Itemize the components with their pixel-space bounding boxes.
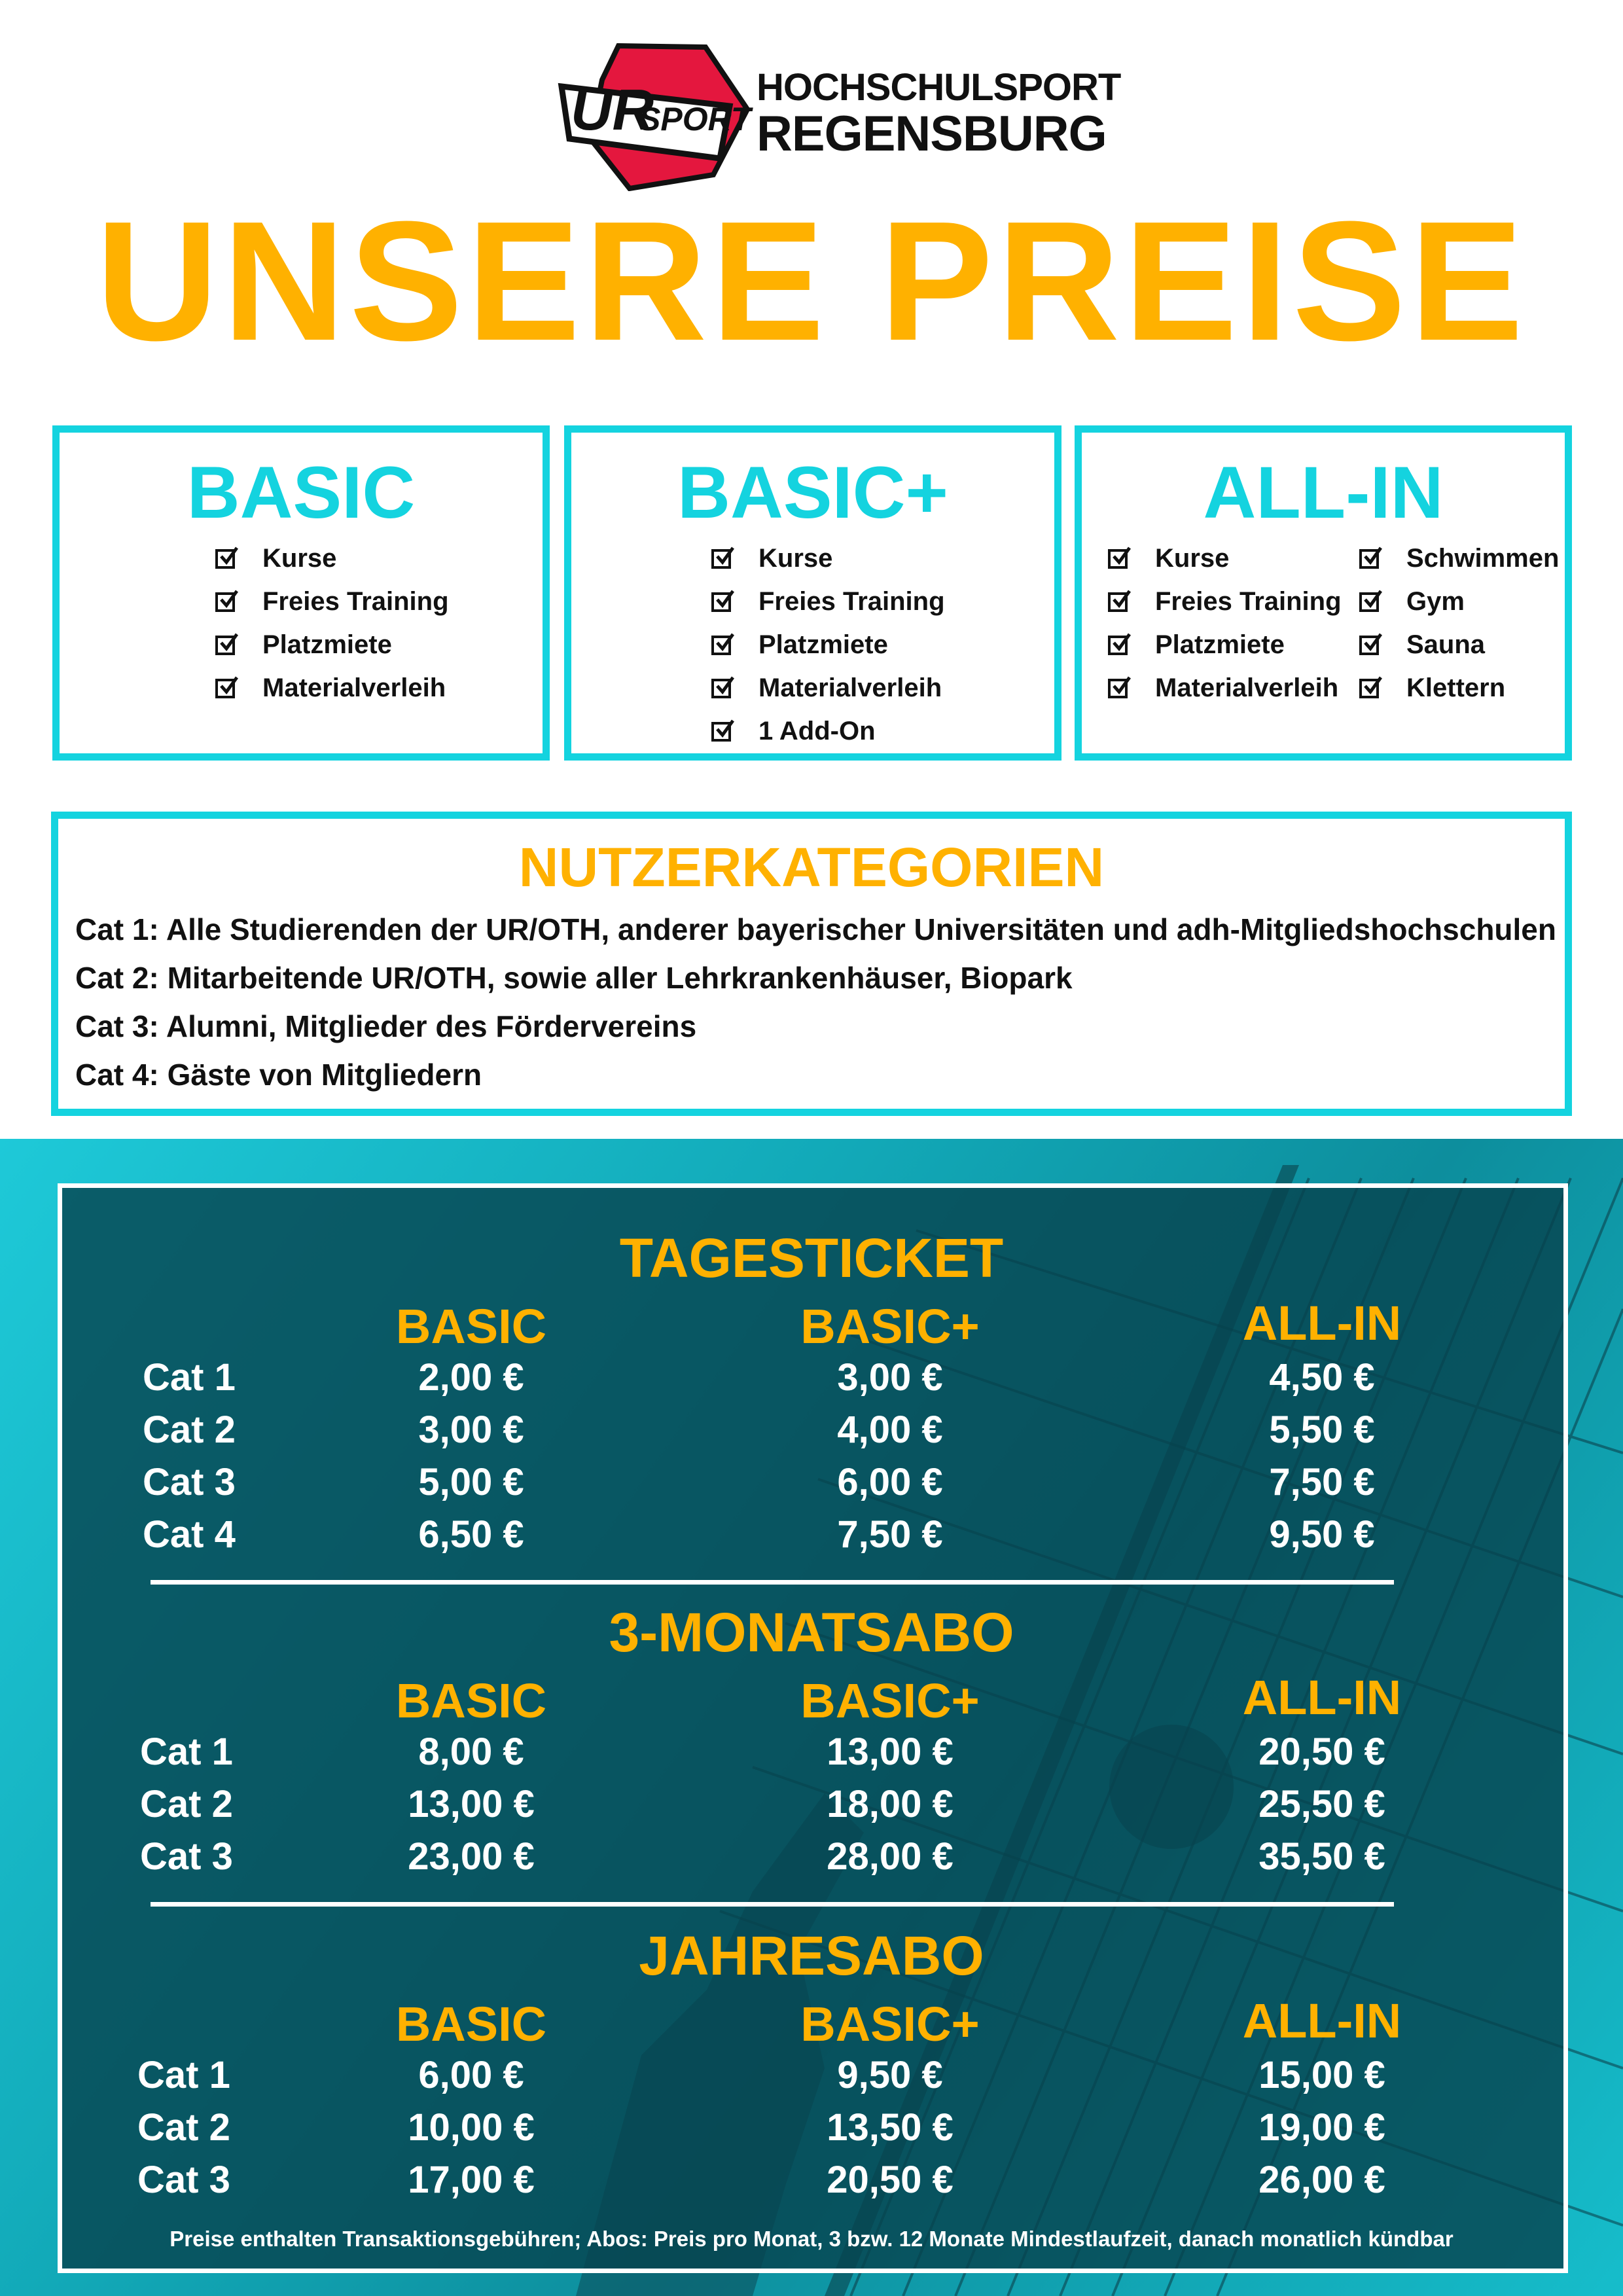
price-cell: 5,00 € <box>418 1461 524 1503</box>
section-title-jahresabo: JAHRESABO <box>639 1925 984 1986</box>
checkbox-checked-icon <box>1359 592 1379 612</box>
feature-item: Freies Training <box>215 587 449 617</box>
price-cell: 13,50 € <box>827 2106 954 2149</box>
logo-wordmark <box>757 68 1120 160</box>
section-title-tagesticket: TAGESTICKET <box>619 1227 1004 1289</box>
category-item: Cat 1: Alle Studierenden der UR/OTH, anderer bayerischer Universitäten und adh-Mitgliedshochschulen <box>75 912 1556 946</box>
row-label: Cat 1 <box>137 2054 230 2096</box>
checkbox-checked-icon <box>711 592 731 612</box>
user-categories-box <box>51 812 1572 1116</box>
feature-item: Materialverleih <box>1108 673 1338 703</box>
row-label: Cat 4 <box>143 1513 236 1556</box>
plan-card-basic <box>52 425 550 761</box>
row-label: Cat 2 <box>140 1783 233 1825</box>
feature-item: Materialverleih <box>215 673 446 703</box>
checkbox-checked-icon <box>1359 636 1379 655</box>
logo-mark-ur: UR <box>571 77 654 142</box>
price-cell: 35,50 € <box>1258 1835 1385 1878</box>
row-label: Cat 1 <box>143 1356 236 1399</box>
feature-item: Platzmiete <box>215 630 392 660</box>
price-cell: 4,00 € <box>837 1408 943 1451</box>
checkbox-checked-icon <box>1108 549 1128 569</box>
checkbox-checked-icon <box>711 679 731 698</box>
column-header-basic: BASIC <box>395 1674 547 1728</box>
checkbox-checked-icon <box>1108 679 1128 698</box>
price-cell: 2,00 € <box>418 1356 524 1399</box>
price-cell: 28,00 € <box>827 1835 954 1878</box>
price-cell: 15,00 € <box>1258 2054 1385 2096</box>
plan-title: BASIC+ <box>677 452 948 533</box>
checkbox-checked-icon <box>215 679 235 698</box>
price-cell: 6,00 € <box>418 2054 524 2096</box>
feature-item: Gym <box>1359 587 1465 617</box>
price-cell: 18,00 € <box>827 1783 954 1825</box>
column-header-all-in: ALL-IN <box>1242 1994 1402 2048</box>
categories-title: NUTZERKATEGORIEN <box>518 836 1105 898</box>
feature-item: Freies Training <box>1108 587 1342 617</box>
checkbox-checked-icon <box>1359 679 1379 698</box>
feature-item: Schwimmen <box>1359 544 1559 573</box>
row-label: Cat 2 <box>137 2106 230 2149</box>
row-label: Cat 1 <box>140 1731 233 1773</box>
column-header-all-in: ALL-IN <box>1242 1296 1402 1350</box>
checkbox-checked-icon <box>215 592 235 612</box>
feature-item: 1 Add-On <box>711 717 876 746</box>
row-label: Cat 2 <box>143 1408 236 1451</box>
column-header-basic-plus: BASIC+ <box>800 1674 980 1728</box>
checkbox-checked-icon <box>215 636 235 655</box>
feature-item: Platzmiete <box>711 630 888 660</box>
checkbox-checked-icon <box>1108 592 1128 612</box>
price-cell: 5,50 € <box>1269 1408 1375 1451</box>
section-title-3-monatsabo: 3-MONATSABO <box>609 1602 1014 1663</box>
price-cell: 7,50 € <box>1269 1461 1375 1503</box>
category-item: Cat 2: Mitarbeitende UR/OTH, sowie aller Lehrkrankenhäuser, Biopark <box>75 961 1073 995</box>
feature-item: Materialverleih <box>711 673 942 703</box>
category-item: Cat 4: Gäste von Mitgliedern <box>75 1058 482 1092</box>
price-cell: 3,00 € <box>837 1356 943 1399</box>
page-title: UNSERE PREISE <box>96 187 1527 376</box>
price-cell: 20,50 € <box>827 2159 954 2201</box>
price-cell: 6,00 € <box>837 1461 943 1503</box>
feature-item: Sauna <box>1359 630 1485 660</box>
row-label: Cat 3 <box>143 1461 236 1503</box>
price-cell: 6,50 € <box>418 1513 524 1556</box>
plan-title: BASIC <box>187 452 416 533</box>
column-header-basic-plus: BASIC+ <box>800 1299 980 1354</box>
feature-item: Platzmiete <box>1108 630 1285 660</box>
logo-mark-sport: SPORT <box>639 101 751 137</box>
section-divider <box>151 1580 1394 1585</box>
price-cell: 8,00 € <box>418 1731 524 1773</box>
price-cell: 3,00 € <box>418 1408 524 1451</box>
column-header-basic: BASIC <box>395 1997 547 2051</box>
price-cell: 13,00 € <box>408 1783 535 1825</box>
price-cell: 25,50 € <box>1258 1783 1385 1825</box>
price-cell: 9,50 € <box>837 2054 943 2096</box>
price-cell: 26,00 € <box>1258 2159 1385 2201</box>
row-label: Cat 3 <box>137 2159 230 2201</box>
column-header-basic: BASIC <box>395 1299 547 1354</box>
brand-logo <box>556 41 1121 191</box>
checkbox-checked-icon <box>1108 636 1128 655</box>
category-item: Cat 3: Alumni, Mitglieder des Fördervereins <box>75 1009 697 1043</box>
price-cell: 9,50 € <box>1269 1513 1375 1556</box>
checkbox-checked-icon <box>711 722 731 742</box>
price-cell: 23,00 € <box>408 1835 535 1878</box>
feature-item: Kurse <box>711 544 832 573</box>
feature-item: Freies Training <box>711 587 945 617</box>
price-cell: 20,50 € <box>1258 1731 1385 1773</box>
plan-card-basic-plus <box>564 425 1061 761</box>
checkbox-checked-icon <box>1359 549 1379 569</box>
footnote: Preise enthalten Transaktionsgebühren; Abos: Preis pro Monat, 3 bzw. 12 Monate Mindestlaufzeit, danach monatlich kündbar <box>169 2227 1454 2251</box>
plan-card-all-in <box>1075 425 1572 761</box>
checkbox-checked-icon <box>711 636 731 655</box>
price-cell: 19,00 € <box>1258 2106 1385 2149</box>
feature-item: Kurse <box>1108 544 1229 573</box>
row-label: Cat 3 <box>140 1835 233 1878</box>
price-cell: 13,00 € <box>827 1731 954 1773</box>
feature-item: Kurse <box>215 544 336 573</box>
feature-item: Klettern <box>1359 673 1505 703</box>
price-cell: 17,00 € <box>408 2159 535 2201</box>
logo-line-2: REGENSBURG <box>757 105 1107 162</box>
logo-line-1: HOCHSCHULSPORT <box>757 66 1121 109</box>
price-cell: 4,50 € <box>1269 1356 1375 1399</box>
price-cell: 7,50 € <box>837 1513 943 1556</box>
column-header-basic-plus: BASIC+ <box>800 1997 980 2051</box>
price-cell: 10,00 € <box>408 2106 535 2149</box>
checkbox-checked-icon <box>215 549 235 569</box>
plan-title: ALL-IN <box>1203 452 1444 533</box>
checkbox-checked-icon <box>711 549 731 569</box>
section-divider <box>151 1902 1394 1907</box>
column-header-all-in: ALL-IN <box>1242 1670 1402 1725</box>
